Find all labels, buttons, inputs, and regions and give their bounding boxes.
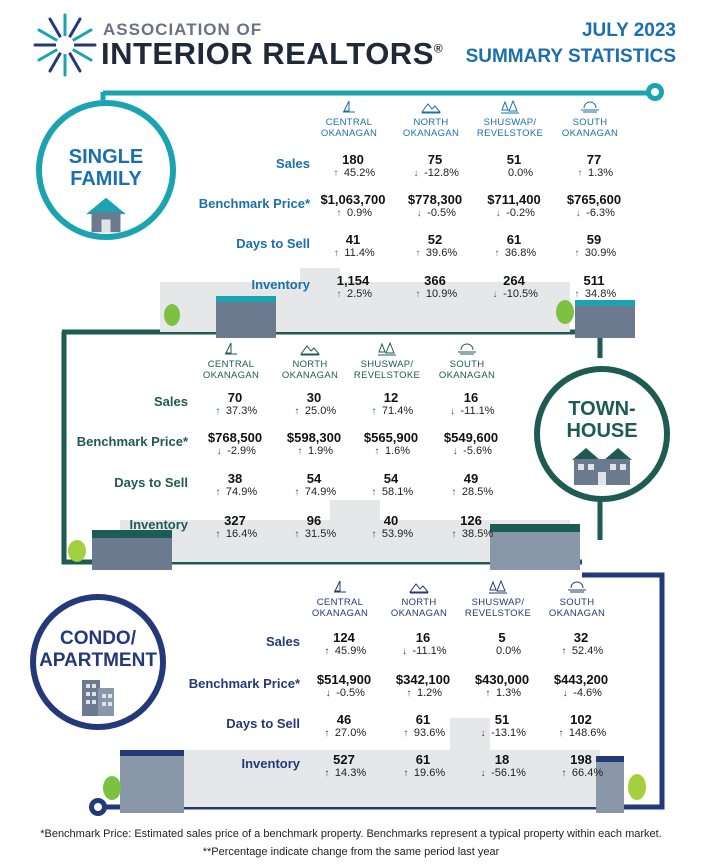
stat-change [542,687,620,699]
stat-change-text: -13.1% [488,727,526,739]
arrow-up-icon: ↑ [415,289,421,300]
arrow-up-icon: ↑ [374,446,380,457]
row-label: Days to Sell [114,475,188,490]
stat-change-text: 11.4% [341,247,375,259]
arrow-up-icon: ↑ [336,208,342,219]
stat-value: 366 [424,273,446,288]
stat-change-text: 1.3% [492,687,522,699]
row-label: Benchmark Price* [188,676,300,691]
stat-value: 61 [506,232,522,247]
region-name-line2: OKANAGAN [311,608,369,619]
region-name-line2: OKANAGAN [202,370,260,381]
stat-value: 75 [427,152,443,167]
stat-value: 70 [227,390,243,405]
stat-value: $765,600 [566,192,622,207]
stat-change-text: -2.9% [224,445,256,457]
stat-value: 180 [342,152,364,167]
arrow-down-icon: ↓ [575,208,581,219]
stat-change [432,528,510,540]
arrow-down-icon: ↓ [325,688,331,699]
region-name-line2: OKANAGAN [390,608,448,619]
region-name-line1: SHUSWAP/ [471,597,525,608]
stat-change-text: 37.3% [222,405,258,417]
stat-change [275,445,353,457]
region-name-line2: OKANAGAN [281,370,339,381]
stat-change [475,288,553,300]
tree-icon [103,776,121,800]
stat-change-text: 1.2% [413,687,443,699]
trees-icon [348,342,426,359]
region-name-line1: CENTRAL [325,117,373,128]
row-label: Sales [276,156,310,171]
sailboat-icon [301,580,379,597]
arrow-up-icon: ↑ [215,487,221,498]
region-name-line2: REVELSTOKE [464,608,532,619]
stat-value: 32 [573,630,589,645]
arrow-up-icon: ↑ [336,289,342,300]
stat-value: 54 [306,471,322,486]
stat-value: $711,400 [487,192,541,207]
region-header-townhouse [428,342,506,381]
row-label: Inventory [129,517,188,532]
stat-value: 124 [333,630,355,645]
trees-icon [471,100,549,117]
stat-change-text: -5.6% [460,445,492,457]
arrow-up-icon: ↑ [324,646,330,657]
arrow-up-icon: ↑ [324,768,330,779]
stat-value: 511 [583,273,605,288]
stat-value: $778,300 [407,192,463,207]
stat-change-text: 27.0% [331,727,367,739]
stat-value: 51 [494,712,510,727]
arrow-up-icon: ↑ [297,446,303,457]
stat-change-text: 0.0% [504,167,534,179]
sun-water-icon [579,100,601,114]
single-family-title-line2: FAMILY [70,168,142,190]
arrow-up-icon: ↑ [215,406,221,417]
region-name-line2: OKANAGAN [438,370,496,381]
stat-value: 264 [503,273,525,288]
sun-water-icon [551,100,629,117]
stat-change-text: 19.6% [410,767,446,779]
row-label: Days to Sell [226,716,300,731]
stat-value: $514,900 [316,672,372,687]
report-month: JULY 2023 [581,20,676,41]
stat-change-text: 74.9% [301,486,337,498]
region-name-line2: REVELSTOKE [353,370,421,381]
stat-change-text: 2.5% [343,288,373,300]
footnote-benchmark: *Benchmark Price: Estimated sales price of a benchmark property. Benchmarks represent a typical property within each market. [40,828,662,840]
region-name-line2: OKANAGAN [548,608,606,619]
arrow-up-icon: ↑ [406,688,412,699]
region-header-townhouse [271,342,349,381]
stat-change [352,528,430,540]
arrow-up-icon: ↑ [494,248,500,259]
stat-change-text: -0.5% [424,207,456,219]
arrow-down-icon: ↓ [562,688,568,699]
region-header-single-family [310,100,388,139]
stat-change-text: -11.1% [409,645,447,657]
arrow-down-icon: ↓ [401,646,407,657]
stat-value: $443,200 [553,672,609,687]
stat-value: 77 [586,152,602,167]
arrow-down-icon: ↓ [495,208,501,219]
house-illustration-right [575,300,635,338]
condo-title-line1: CONDO/ [59,628,136,649]
stat-change-text: 10.9% [422,288,458,300]
stat-change-text: 45.9% [331,645,367,657]
arrow-up-icon: ↑ [215,529,221,540]
stat-change [542,767,620,779]
stat-change [384,645,462,657]
stat-change [196,528,274,540]
stat-change-text: -56.1% [488,767,526,779]
condo-title [39,628,157,672]
stat-change-text: 45.2% [340,167,376,179]
mountains-icon [380,580,458,597]
stat-value: 5 [498,630,506,645]
stat-change [196,486,274,498]
row-label: Inventory [241,756,300,771]
stat-change [275,405,353,417]
sun-water-icon [428,342,506,359]
stat-change [475,167,553,179]
org-name-text: INTERIOR REALTORS [101,36,434,71]
stat-change [475,207,553,219]
arrow-down-icon: ↓ [413,168,419,179]
stat-change [352,486,430,498]
region-header-townhouse [348,342,426,381]
stat-value: $430,000 [474,672,530,687]
stat-change-text: 93.6% [410,727,446,739]
stat-change [463,687,541,699]
stat-value: 61 [415,752,431,767]
single-family-title [69,146,143,190]
arrow-up-icon: ↑ [577,168,583,179]
mountains-icon [271,342,349,359]
stat-change [396,207,474,219]
stat-change-text: 74.9% [222,486,258,498]
townhouse-title-line1: TOWN- [568,398,636,420]
stat-change-text: 58.1% [378,486,414,498]
stat-value: 102 [570,712,592,727]
arrow-up-icon: ↑ [294,406,300,417]
sailboat-icon [338,100,360,114]
region-header-townhouse [192,342,270,381]
arrow-down-icon: ↓ [480,768,486,779]
arrow-up-icon: ↑ [294,487,300,498]
stat-change [305,645,383,657]
stat-change [463,767,541,779]
region-name-line1: NORTH [413,117,449,128]
stat-value: 61 [415,712,431,727]
arrow-down-icon: ↓ [492,289,498,300]
stat-change-text: 30.9% [581,247,617,259]
stat-change-text: 28.5% [458,486,494,498]
stat-change-text: -0.2% [503,207,535,219]
tree-icon [68,540,86,562]
single-family-title-line1: SINGLE [68,146,144,168]
stat-change-text: 36.8% [501,247,537,259]
single-family-badge [36,100,176,240]
org-name-line1: ASSOCIATION OF [103,20,263,39]
stat-change-text: 39.6% [422,247,458,259]
stat-change [196,445,274,457]
stat-value: $768,500 [207,430,263,445]
row-label: Sales [154,394,188,409]
region-name-line1: SOUTH [449,359,485,370]
stat-value: 41 [345,232,361,247]
region-name-line1: NORTH [401,597,437,608]
stat-value: 54 [383,471,399,486]
stat-change-text: 1.6% [381,445,411,457]
house-illustration-left [216,296,276,338]
arrow-up-icon: ↑ [403,768,409,779]
stat-change [555,167,633,179]
sun-water-icon [456,342,478,356]
condo-title-line2: APARTMENT [39,650,157,671]
trees-icon [376,342,398,356]
sailboat-icon [310,100,388,117]
stat-change-text: -11.1% [457,405,495,417]
stat-change [305,687,383,699]
stat-change [396,288,474,300]
report-subtitle: SUMMARY STATISTICS [465,46,676,67]
stat-change [314,288,392,300]
stat-change-text: 38.5% [458,528,494,540]
condo-badge [30,594,166,730]
arrow-up-icon: ↑ [451,487,457,498]
arrow-up-icon: ↑ [574,248,580,259]
arrow-up-icon: ↑ [485,688,491,699]
stat-change-text: 16.4% [222,528,258,540]
stat-value: $549,600 [443,430,499,445]
stat-value: 52 [427,232,443,247]
stat-value: 527 [333,752,355,767]
sun-water-icon [538,580,616,597]
stat-value: 16 [463,390,479,405]
region-header-condo [301,580,379,619]
townhouse-title-line2: HOUSE [566,420,638,442]
stat-change-text: 1.3% [584,167,614,179]
sailboat-icon [329,580,351,594]
stat-change [542,727,620,739]
stat-value: $1,063,700 [320,192,386,207]
stat-change [314,167,392,179]
stat-change [555,247,633,259]
region-name-line2: OKANAGAN [402,128,460,139]
stat-change [463,645,541,657]
stat-value: 51 [506,152,522,167]
stat-change-text: 66.4% [568,767,604,779]
row-label: Inventory [251,277,310,292]
region-name-line1: SHUSWAP/ [483,117,537,128]
stat-value: $598,300 [286,430,342,445]
region-name-line2: OKANAGAN [561,128,619,139]
stat-value: 96 [306,513,322,528]
stat-change [432,445,510,457]
stat-change [352,445,430,457]
region-name-line1: SOUTH [559,597,595,608]
stat-change-text: 148.6% [565,727,607,739]
townhouse-illustration-left [92,530,172,570]
stat-change-text: 71.4% [378,405,414,417]
arrow-down-icon: ↓ [216,446,222,457]
stat-value: 40 [383,513,399,528]
stat-change-text: 34.8% [581,288,617,300]
stat-change-text: 25.0% [301,405,337,417]
tree-icon [556,300,574,324]
stat-change-text: 53.9% [378,528,414,540]
arrow-up-icon: ↑ [371,406,377,417]
stat-value: 12 [383,390,399,405]
stat-value: 38 [227,471,243,486]
stat-value: 18 [494,752,510,767]
stat-change-text: -10.5% [500,288,538,300]
region-header-condo [380,580,458,619]
arrow-up-icon: ↑ [371,529,377,540]
stat-value: 198 [570,752,592,767]
stat-change-text: 31.5% [301,528,337,540]
townhouse-title [566,398,637,442]
stat-change [396,247,474,259]
stat-change [396,167,474,179]
arrow-up-icon: ↑ [294,529,300,540]
trees-icon [459,580,537,597]
stat-change [314,247,392,259]
region-name-line1: NORTH [292,359,328,370]
row-label: Benchmark Price* [76,434,188,449]
region-header-single-family [471,100,549,139]
arrow-up-icon: ↑ [371,487,377,498]
stat-value: 49 [463,471,479,486]
region-name-line2: OKANAGAN [320,128,378,139]
arrow-up-icon: ↑ [403,728,409,739]
stat-change-text: -4.6% [570,687,602,699]
stat-change [314,207,392,219]
arrow-down-icon: ↓ [480,728,486,739]
arrow-down-icon: ↓ [452,446,458,457]
region-name-line1: SHUSWAP/ [360,359,414,370]
row-label: Sales [266,634,300,649]
row-label: Benchmark Price* [198,196,310,211]
sailboat-icon [192,342,270,359]
arrow-up-icon: ↑ [561,646,567,657]
region-header-condo [459,580,537,619]
stat-change [542,645,620,657]
stat-change [305,767,383,779]
stat-change-text: -6.3% [583,207,615,219]
sailboat-icon [220,342,242,356]
stat-change [475,247,553,259]
stat-value: 16 [415,630,431,645]
stat-value: $565,900 [363,430,419,445]
townhouse-badge [534,366,670,502]
region-header-condo [538,580,616,619]
stat-change [384,767,462,779]
stat-change-text: -12.8% [421,167,459,179]
arrow-up-icon: ↑ [415,248,421,259]
region-header-single-family [392,100,470,139]
stat-value: 30 [306,390,322,405]
region-name-line2: REVELSTOKE [476,128,544,139]
region-name-line1: SOUTH [572,117,608,128]
stat-value: 327 [224,513,246,528]
stat-change-text: 52.4% [568,645,604,657]
stat-change [432,405,510,417]
stat-change [463,727,541,739]
condo-illustration-left [120,750,184,813]
stat-change [555,288,633,300]
mountains-icon [408,580,430,594]
arrow-down-icon: ↓ [449,406,455,417]
apartment-building-icon [78,676,118,716]
mountains-icon [392,100,470,117]
arrow-up-icon: ↑ [333,168,339,179]
arrow-up-icon: ↑ [324,728,330,739]
stat-change [384,727,462,739]
stat-change-text: 14.3% [331,767,367,779]
stat-change-text: -0.5% [333,687,365,699]
row-label: Days to Sell [236,236,310,251]
registered-mark: ® [433,41,444,56]
house-icon [81,196,131,234]
townhouse-icon [570,446,634,486]
region-header-single-family [551,100,629,139]
stat-change-text: 1.9% [304,445,334,457]
stat-value: 126 [460,513,482,528]
stat-change [352,405,430,417]
footnote-percentage: **Percentage indicate change from the same period last year [202,846,500,858]
stat-change [384,687,462,699]
region-name-line1: CENTRAL [207,359,255,370]
mountains-icon [420,100,442,114]
stat-change [275,528,353,540]
stat-change [432,486,510,498]
stat-value: 1,154 [336,273,370,288]
stat-change-text: 0.9% [343,207,373,219]
stat-change [196,405,274,417]
region-name-line1: CENTRAL [316,597,364,608]
stat-change-text: 0.0% [492,645,522,657]
trees-icon [487,580,509,594]
arrow-down-icon: ↓ [416,208,422,219]
mountains-icon [299,342,321,356]
stat-value: $342,100 [395,672,451,687]
arrow-up-icon: ↑ [451,529,457,540]
stat-value: 46 [336,712,352,727]
trees-icon [499,100,521,114]
sun-water-icon [566,580,588,594]
tree-icon [628,774,646,800]
tree-icon [164,304,180,326]
arrow-up-icon: ↑ [574,289,580,300]
arrow-up-icon: ↑ [561,768,567,779]
stat-change [555,207,633,219]
stat-change [275,486,353,498]
arrow-up-icon: ↑ [558,728,564,739]
stat-change [305,727,383,739]
arrow-up-icon: ↑ [333,248,339,259]
stat-value: 59 [586,232,602,247]
